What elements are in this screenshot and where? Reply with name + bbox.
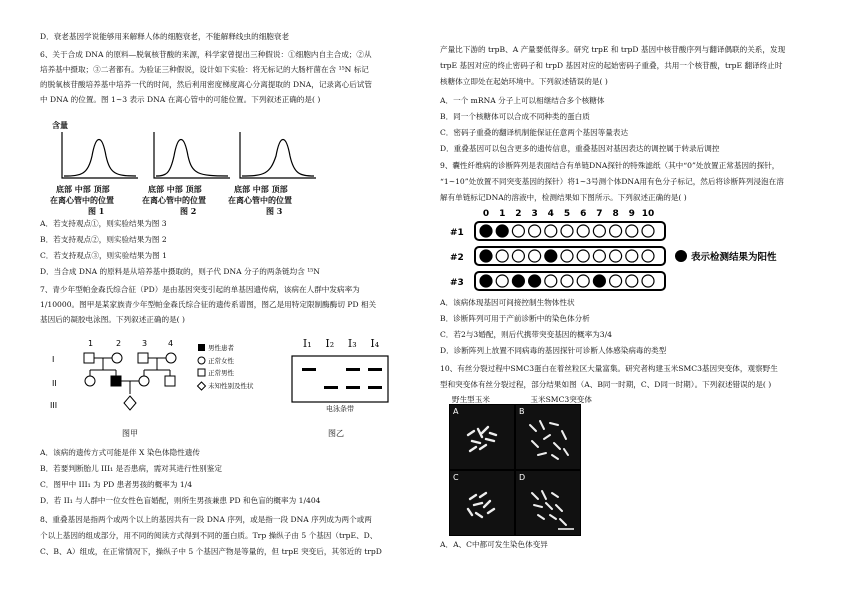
array-row-label: #3 bbox=[450, 278, 464, 288]
q9-option-b: B．诊断阵列可用于产前诊断中的染色体分析 bbox=[440, 314, 590, 323]
gen-label-3: III bbox=[50, 401, 58, 410]
q6-stem-line: 培养基中摄取；③二者都有。为验证三种假说，设计如下实验：将无标记的大肠杆菌在含 ¹⁵N 标记 bbox=[40, 65, 369, 74]
gel-footer: 电泳条带 bbox=[326, 405, 354, 413]
gel-lane-labels bbox=[296, 338, 386, 349]
q6-option-a: A．若支持观点①，则实验结果为图 3 bbox=[40, 219, 167, 228]
pedigree-caption: 图甲 bbox=[122, 429, 138, 438]
q6-option-c: C．若支持观点③，则实验结果为图 1 bbox=[40, 251, 167, 260]
graph-x-ticks: 底部 中部 顶部 bbox=[148, 184, 202, 194]
array-dot-positive bbox=[480, 225, 492, 237]
chromosomes-d bbox=[516, 471, 580, 535]
array-dot-positive bbox=[512, 275, 524, 287]
legend-normal-female-label: 正常女性 bbox=[208, 357, 234, 365]
graph-x-label: 在离心管中的位置 bbox=[50, 195, 114, 205]
micrograph-panel-a bbox=[450, 405, 514, 469]
array-row-label: #1 bbox=[450, 228, 464, 238]
q8-option-a: A．一个 mRNA 分子上可以相继结合多个核糖体 bbox=[440, 96, 605, 105]
array-dot-negative bbox=[561, 250, 573, 262]
ii-normal-female-2 bbox=[139, 376, 149, 386]
gel-band bbox=[324, 386, 338, 389]
graph-2-curve bbox=[156, 140, 228, 177]
q7-stem-line: 基因后的凝胶电泳图。下列叙述正确的是( ) bbox=[40, 315, 186, 324]
q8-stem-line: C、B、A）组成，在正常情况下，操纵子中 5 个基因产物是等量的，但 trpE 突变后，其邻近的 trpD bbox=[40, 547, 382, 556]
graph-2 bbox=[144, 120, 234, 215]
array-position-number: 10 bbox=[641, 209, 655, 219]
chromosomes-a bbox=[450, 405, 514, 469]
array-position-number: 4 bbox=[547, 209, 554, 219]
figure-label: 图 1 bbox=[88, 206, 105, 216]
q10-stem-line: 10、有丝分裂过程中SMC3蛋白在着丝粒区大量富集。研究者构建玉米SMC3基因突变体，观察野生 bbox=[440, 364, 778, 373]
array-dot-negative bbox=[626, 250, 638, 262]
array-dot-negative bbox=[610, 225, 622, 237]
legend-normal-female-icon bbox=[198, 357, 205, 364]
graph-axes bbox=[154, 132, 230, 178]
gel-lane-label: I₁ bbox=[302, 337, 312, 350]
q9-stem-line: “1~10”处放置不同突变基因的探针）将1~3号测个体DNA用有色分子标记，然后将诊断阵列浸泡在溶 bbox=[440, 177, 784, 186]
q8-cont-line: 产量比下游的 trpB、A 产量要低得多。研究 trpE 和 trpD 基因中核苷酸序列与翻译偶联的关系，发现 bbox=[440, 45, 786, 54]
array-position-number: 7 bbox=[596, 209, 603, 219]
q7-option-a: A．该病的遗传方式可能是伴 X 染色体隐性遗传 bbox=[40, 448, 200, 457]
q9-option-d: D．诊断阵列上放置不同病毒的基因探针可诊断人体感染病毒的类型 bbox=[440, 346, 667, 355]
micrograph-panel-d bbox=[516, 471, 580, 535]
i4-number: 4 bbox=[168, 339, 174, 348]
gen-label-2: II bbox=[52, 379, 57, 388]
panel-label-d: D bbox=[519, 473, 526, 482]
micro-title-wildtype: 野生型玉米 bbox=[452, 395, 490, 404]
legend-unknown-icon bbox=[198, 382, 206, 390]
graph-1-plot bbox=[52, 130, 142, 185]
graph-x-ticks: 底部 中部 顶部 bbox=[234, 184, 288, 194]
array-dot-negative bbox=[529, 250, 541, 262]
gel-box bbox=[292, 356, 388, 402]
array-dot-negative bbox=[545, 225, 557, 237]
gel-lane-label: I₄ bbox=[370, 337, 380, 350]
q7-stem-line: 7、青少年型帕金森氏综合征（PD）是由基因突变引起的单基因遗传病，该病在人群中发病率为 bbox=[40, 285, 360, 294]
array-dot-negative bbox=[512, 250, 524, 262]
q8-option-c: C．密码子重叠的翻译机制能保证任意两个基因等量表达 bbox=[440, 128, 629, 137]
panel-label-a: A bbox=[453, 407, 459, 416]
array-dot-negative bbox=[577, 275, 589, 287]
legend-normal-male-icon bbox=[198, 369, 205, 376]
array-row-label: #2 bbox=[450, 253, 464, 263]
ii-normal-female bbox=[85, 376, 95, 386]
q7-stem-line: 1/10000。图甲是某家族青少年型帕金森氏综合征的遗传系谱图，图乙是用特定限制酶酶切 PD 相关 bbox=[40, 300, 377, 309]
q8-option-b: B．同一个核糖体可以合成不同种类的蛋白质 bbox=[440, 112, 590, 121]
pedigree-figure bbox=[50, 338, 254, 438]
graph-axes bbox=[240, 132, 316, 178]
graph-3 bbox=[230, 120, 320, 215]
panel-label-c: C bbox=[453, 473, 459, 482]
array-dot-negative bbox=[512, 225, 524, 237]
ii-normal-male bbox=[165, 376, 175, 386]
array-dot-positive bbox=[593, 275, 605, 287]
diagnostic-array bbox=[448, 207, 818, 295]
gel-band bbox=[368, 386, 382, 389]
array-position-number: 5 bbox=[563, 209, 571, 219]
array-position-number: 3 bbox=[531, 209, 538, 219]
ii-affected-male bbox=[111, 376, 121, 386]
array-dot-positive bbox=[480, 275, 492, 287]
q9-option-c: C．若2与3婚配，则后代携带突变基因的概率为3/4 bbox=[440, 330, 612, 339]
pedigree-chart bbox=[50, 338, 254, 438]
gel-band bbox=[368, 368, 382, 371]
array-position-number: 6 bbox=[580, 209, 587, 219]
q7-option-d: D．若 II₁ 与人群中一位女性色盲婚配，则所生男孩兼患 PD 和色盲的概率为 1/404 bbox=[40, 496, 321, 505]
legend-affected-male-label: 男性患者 bbox=[208, 344, 234, 352]
gel-lane-label: I₂ bbox=[325, 337, 335, 350]
legend-positive-dot bbox=[675, 250, 687, 262]
i3-number: 3 bbox=[142, 339, 148, 348]
gel-lane-label: I₃ bbox=[347, 337, 357, 350]
micrograph-grid bbox=[449, 404, 581, 536]
array-position-number: 9 bbox=[628, 209, 635, 219]
micro-title-mutant: 玉米SMC3突变体 bbox=[530, 395, 592, 404]
array-dot-negative bbox=[642, 250, 654, 262]
q8-option-d: D．重叠基因可以包含更多的遗传信息，重叠基因对基因表达的调控属于转录后调控 bbox=[440, 144, 720, 153]
micrograph-panel-b bbox=[516, 405, 580, 469]
array-dot-negative bbox=[577, 250, 589, 262]
i3-normal-male bbox=[138, 353, 148, 363]
q10-stem-line: 型和突变体有丝分裂过程，部分结果如图（A、B同一时期，C、D同一时期）。下列叙述错误的是( ) bbox=[440, 380, 772, 389]
array-dot-positive bbox=[545, 250, 557, 262]
diagnostic-array-figure bbox=[448, 207, 818, 295]
q6-option-d: D．当合成 DNA 的原料是从培养基中摄取的，则子代 DNA 分子的两条链均含 ¹⁵N bbox=[40, 267, 320, 276]
array-dot-negative bbox=[496, 250, 508, 262]
gel-figure bbox=[290, 338, 400, 438]
gen-label-1: I bbox=[52, 355, 55, 364]
figure-label: 图 3 bbox=[266, 206, 283, 216]
array-dot-negative bbox=[561, 275, 573, 287]
array-dot-negative bbox=[577, 225, 589, 237]
gel-caption: 图乙 bbox=[328, 429, 344, 438]
graph-x-label: 在离心管中的位置 bbox=[142, 195, 206, 205]
array-dot-negative bbox=[642, 225, 654, 237]
array-dot-negative bbox=[626, 225, 638, 237]
graph-1-curve bbox=[64, 140, 136, 177]
i4-normal-female bbox=[166, 353, 176, 363]
iii1-unknown bbox=[124, 396, 136, 410]
array-dot-negative bbox=[610, 275, 622, 287]
graph-2-plot bbox=[144, 130, 234, 185]
i1-number: 1 bbox=[88, 339, 94, 348]
i2-normal-female bbox=[112, 353, 122, 363]
legend-normal-male-label: 正常男性 bbox=[208, 369, 234, 377]
micrograph-panel-c bbox=[450, 471, 514, 535]
q9-stem-line: 解有单链标记DNA的溶液中，检测结果如下图所示。下列叙述正确的是( ) bbox=[440, 193, 687, 202]
q7-option-b: B．若要判断胎儿 III₁ 是否患病，需对其进行性别鉴定 bbox=[40, 464, 222, 473]
panel-label-b: B bbox=[519, 407, 525, 416]
array-position-number: 8 bbox=[612, 209, 619, 219]
array-dot-negative bbox=[496, 275, 508, 287]
array-dot-negative bbox=[626, 275, 638, 287]
array-dot-positive bbox=[529, 275, 541, 287]
array-dot-negative bbox=[610, 250, 622, 262]
array-dot-negative bbox=[529, 225, 541, 237]
legend-positive-label: 表示检测结果为阳性 bbox=[691, 252, 777, 263]
q6-option-b: B．若支持观点②，则实验结果为图 2 bbox=[40, 235, 167, 244]
legend-unknown-label: 未知性别及性状 bbox=[208, 382, 254, 390]
gel-band bbox=[346, 386, 360, 389]
q9-stem-line: 9、囊性纤维病的诊断阵列是表面结合有单链DNA探针的特殊滤纸（其中“0”处放置正常基因的探针， bbox=[440, 161, 780, 170]
q9-option-a: A．该病体现基因可间接控制生物体性状 bbox=[440, 298, 575, 307]
gel-band bbox=[302, 368, 316, 371]
graph-y-label: 含量 bbox=[52, 120, 68, 130]
density-graphs bbox=[40, 120, 340, 215]
i1-normal-male bbox=[84, 353, 94, 363]
graph-x-label: 在离心管中的位置 bbox=[228, 195, 292, 205]
i2-number: 2 bbox=[116, 339, 122, 348]
q7-option-c: C．图甲中 III₁ 为 PD 患者男孩的概率为 1/4 bbox=[40, 480, 193, 489]
array-dot-negative bbox=[593, 250, 605, 262]
array-dot-negative bbox=[545, 275, 557, 287]
array-position-number: 0 bbox=[482, 209, 490, 219]
q6-stem-line: 中 DNA 的位置。图 1~3 表示 DNA 在离心管中的可能位置。下列叙述正确的是( ) bbox=[40, 95, 321, 104]
q8-cont-line: trpE 基因对应的终止密码子和 trpD 基因对应的起始密码子重叠，共用一个核苷酸，trpE 翻译终止时 bbox=[440, 61, 783, 70]
legend-affected-male-icon bbox=[198, 344, 205, 351]
graph-1 bbox=[52, 120, 142, 215]
graph-3-curve bbox=[242, 140, 314, 177]
q8-stem-line: 8、重叠基因是指两个或两个以上的基因共有一段 DNA 序列，或是指一段 DNA 序列成为两个或两 bbox=[40, 515, 372, 524]
graph-x-ticks: 底部 中部 顶部 bbox=[56, 184, 110, 194]
q5-option-d: D．衰老基因学说能够用来解释人体的细胞衰老，不能解释线虫的细胞衰老 bbox=[40, 32, 290, 41]
array-dot-positive bbox=[496, 225, 508, 237]
q8-stem-line: 个以上基因的组成部分，用不同的阅读方式得到不同的蛋白质。Trp 操纵子由 5 个基因（trpE、D、 bbox=[40, 531, 378, 540]
q8-cont-line: 核糖体立即处在起始环境中。下列叙述错误的是( ) bbox=[440, 77, 608, 86]
chromosomes-c bbox=[450, 471, 514, 535]
array-dot-negative bbox=[561, 225, 573, 237]
array-dot-positive bbox=[480, 250, 492, 262]
q6-stem-line: 6、关于合成 DNA 的原料—脱氧核苷酸的来源，科学家曾提出三种假说：①细胞内自主合成；②从 bbox=[40, 50, 372, 59]
chromosomes-b bbox=[516, 405, 580, 469]
q10-option-a: A．A、C中都可发生染色体变异 bbox=[440, 540, 548, 549]
gel-band bbox=[346, 368, 360, 371]
figure-label: 图 2 bbox=[180, 206, 197, 216]
graph-3-plot bbox=[230, 130, 320, 185]
array-dot-negative bbox=[642, 275, 654, 287]
array-dot-negative bbox=[593, 225, 605, 237]
graph-axes bbox=[62, 132, 138, 178]
q6-stem-line: 的脱氧核苷酸培养基中培养一代的时间，然后利用密度梯度离心分离提取的 DNA，记录离心后试管 bbox=[40, 80, 372, 89]
array-position-number: 1 bbox=[499, 209, 506, 219]
array-position-number: 2 bbox=[515, 209, 522, 219]
